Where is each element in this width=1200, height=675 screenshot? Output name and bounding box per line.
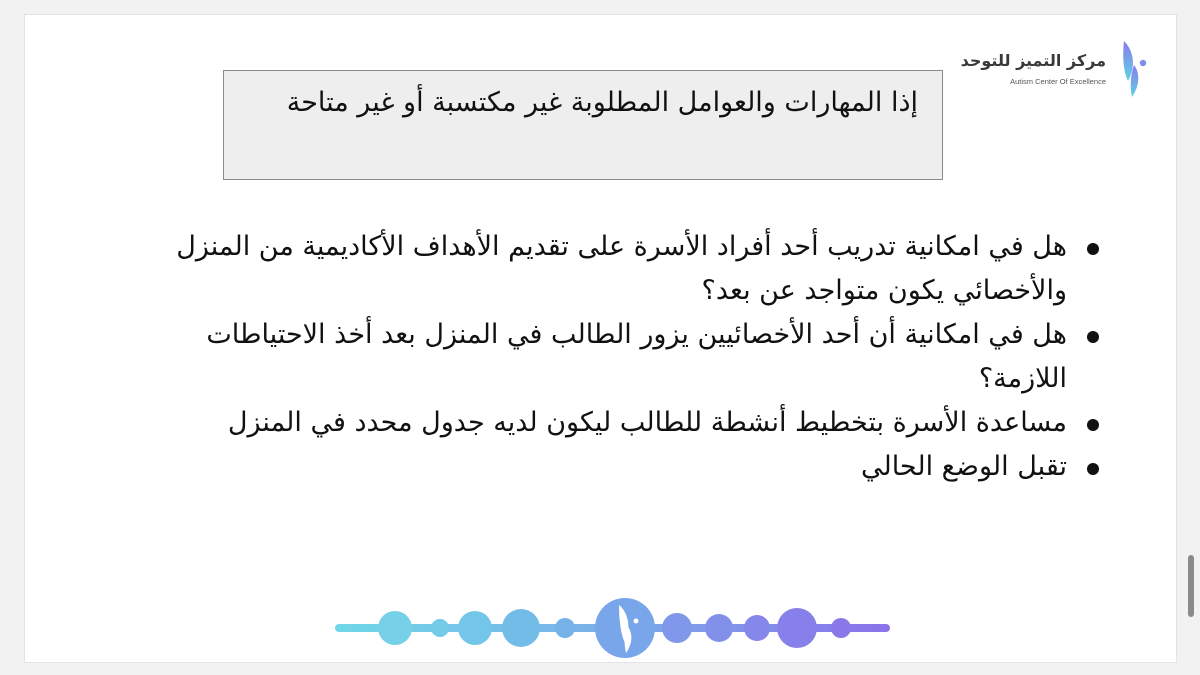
gradient-dots-decoration — [335, 591, 890, 663]
scrollbar-thumb[interactable] — [1188, 555, 1194, 617]
bullet-item: مساعدة الأسرة بتخطيط أنشطة للطالب ليكون لديه جدول محدد في المنزل — [163, 401, 1103, 445]
bullet-list — [163, 225, 1103, 489]
brand-logo — [960, 37, 1150, 103]
autism-center-logo-icon — [1110, 37, 1150, 103]
bullet-item: تقبل الوضع الحالي — [163, 445, 1103, 489]
logo-arabic-text: مركز التميز للتوحد — [960, 51, 1106, 70]
logo-english-text: Autism Center Of Excellence — [1010, 77, 1106, 86]
slide — [25, 15, 1176, 662]
bullet-item: هل في امكانية أن أحد الأخصائيين يزور الطالب في المنزل بعد أخذ الاحتياطات اللازمة؟ — [163, 313, 1103, 401]
slide-title: إذا المهارات والعوامل المطلوبة غير مكتسبة أو غير متاحة — [223, 70, 943, 180]
vertical-scrollbar[interactable] — [1184, 0, 1196, 675]
bullet-item: هل في امكانية تدريب أحد أفراد الأسرة على تقديم الأهداف الأكاديمية من المنزل والأخصائي يكون متواجد عن بعد؟ — [163, 225, 1103, 313]
